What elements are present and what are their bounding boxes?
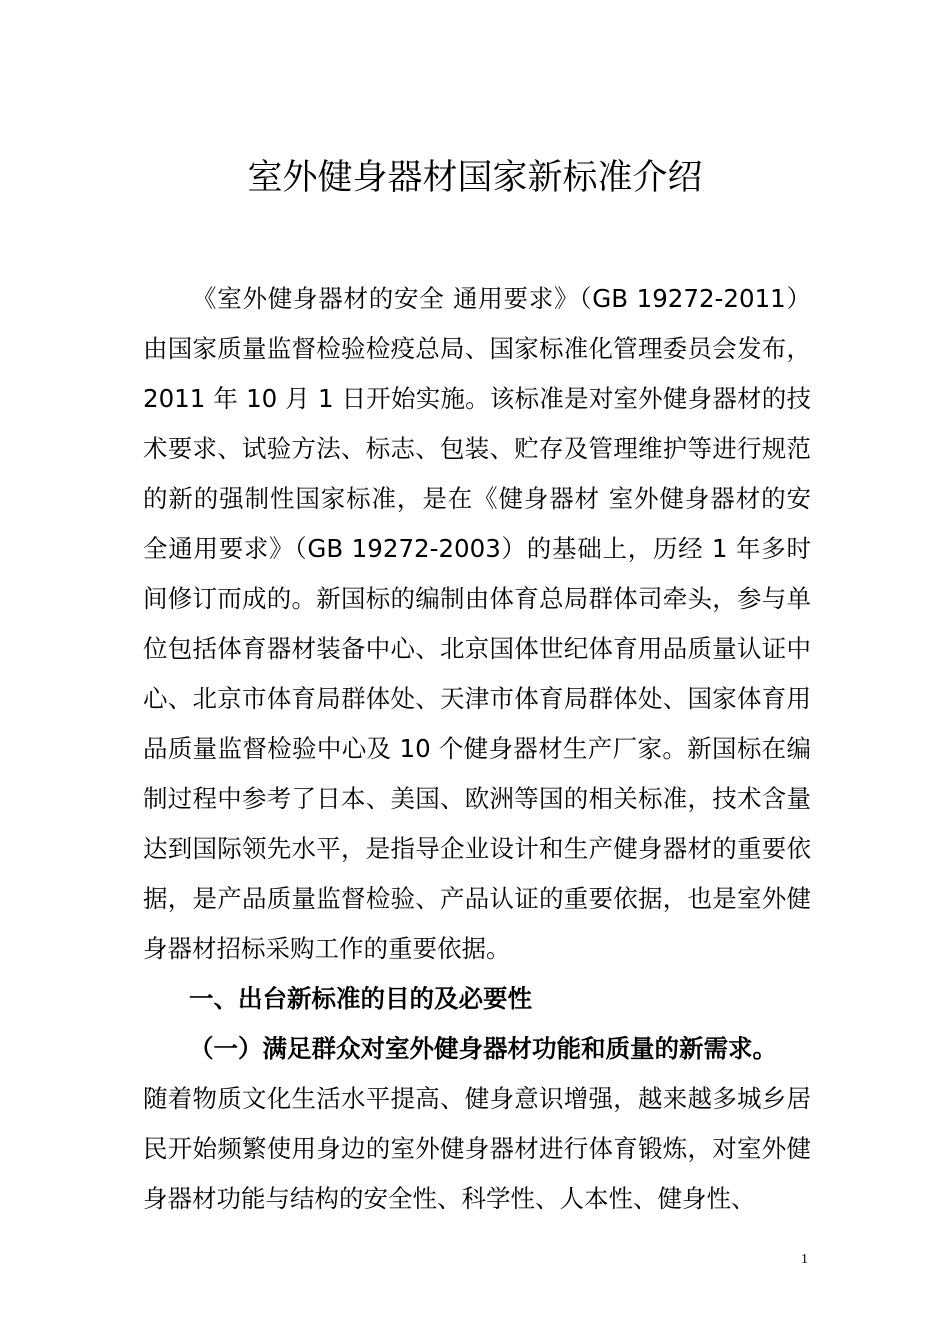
- subsection-heading-demand: （一）满足群众对室外健身器材功能和质量的新需求。: [189, 1034, 777, 1063]
- intro-paragraph: 《室外健身器材的安全 通用要求》（GB 19272-2011）由国家质量监督检验检疫总局、国家标准化管理委员会发布，2011 年 10 月 1 日开始实施。该标准是对室外健身器材的技术要求、试验方法、标志、包装、贮存及管理维护等进行规范的新的强制性国家标准，是在《健身器材 室外健身器材的安全通用要求》（GB 19272-2003）的基础上，历经 1 年多时间修订而成的。新国标的编制由体育总局群体司牵头，参与单位包括体育器材装备中心、北京国体世纪体育用品质量认证中心、北京市体育局群体处、天津市体育局群体处、国家体育用品质量监督检验中心及 10 个健身器材生产厂家。新国标在编制过程中参考了日本、美国、欧洲等国的相关标准，技术含量达到国际领先水平，是指导企业设计和生产健身器材的重要依据，是产品质量监督检验、产品认证的重要依据，也是室外健身器材招标采购工作的重要依据。: [143, 284, 811, 963]
- document-title: 室外健身器材国家新标准介绍: [247, 158, 703, 198]
- subsection-paragraph: 随着物质文化生活水平提高、健身意识增强，越来越多城乡居民开始频繁使用身边的室外健身器材进行体育锻炼，对室外健身器材功能与结构的安全性、科学性、人本性、健身性、: [143, 1084, 811, 1213]
- page-number: 1: [801, 1252, 808, 1267]
- section-heading-purpose: 一、出台新标准的目的及必要性: [189, 984, 532, 1013]
